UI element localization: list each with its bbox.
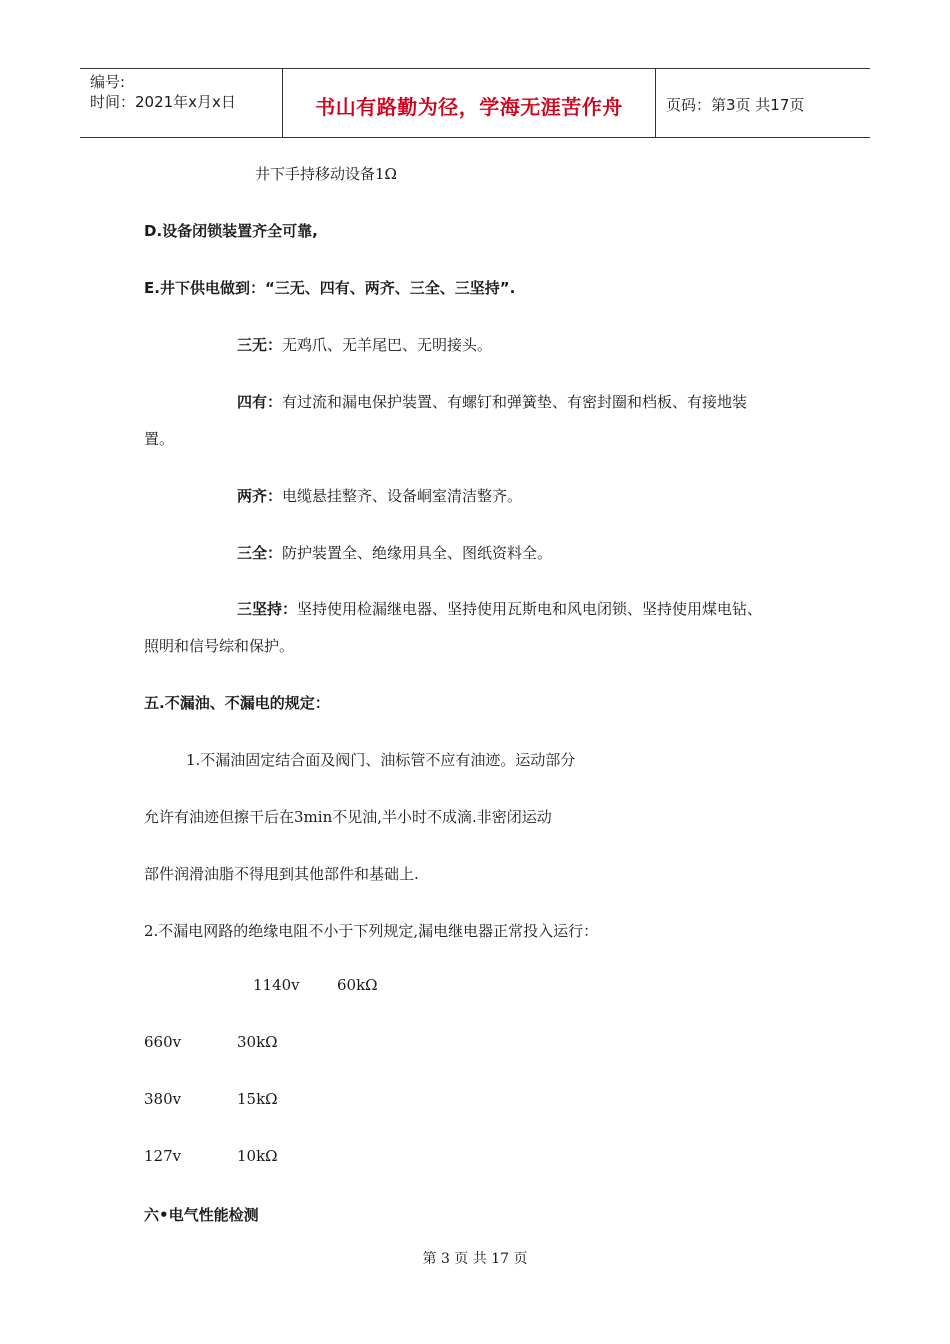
header-meta-cell (80, 69, 283, 137)
siyou-label: 四有： (237, 393, 283, 411)
header-page-info: 页码：第3页 共17页 (666, 96, 805, 114)
sanwu-label: 三无： (237, 336, 283, 354)
paragraph-1-line-3: 部件润滑油脂不得甩到其他部件和基础上. (144, 865, 419, 883)
liangqi-text: 电缆悬挂整齐、设备峒室清洁整齐。 (282, 487, 523, 505)
resistance-15k: 15kΩ (237, 1090, 278, 1108)
sanjianchi-line (237, 598, 762, 619)
page-footer: 第 3 页 共 17 页 (422, 1251, 528, 1267)
sanquan-line (237, 542, 552, 563)
paragraph-2: 2.不漏电网路的绝缘电阻不小于下列规定,漏电继电器正常投入运行： (144, 922, 599, 940)
item-e: E.井下供电做到：“三无、四有、两齐、三全、三坚持”. (144, 279, 516, 297)
sanjianchi-continuation: 照明和信号综和保护。 (144, 637, 295, 655)
sanwu-text: 无鸡爪、无羊尾巴、无明接头。 (282, 336, 493, 354)
voltage-1140: 1140v (253, 976, 300, 994)
sanwu-line (237, 334, 492, 355)
header-motto-cell (283, 69, 656, 137)
header-page-cell (656, 69, 870, 137)
siyou-continuation: 置。 (144, 430, 175, 448)
header-table (80, 68, 870, 138)
sanjianchi-label: 三坚持： (237, 600, 298, 618)
liangqi-line (237, 485, 522, 506)
document-time-label: 时间：2021年x月x日 (90, 93, 236, 111)
paragraph-1-line-1: 1.不漏油固定结合面及阀门、油标管不应有油迹。运动部分 (186, 751, 576, 769)
resistance-60k: 60kΩ (337, 976, 378, 994)
text-line: 井下手持移动设备1Ω (255, 165, 397, 183)
voltage-127: 127v (144, 1147, 182, 1165)
item-d: D.设备闭锁装置齐全可靠, (144, 222, 318, 240)
section-6-heading: 六•电气性能检测 (144, 1206, 259, 1224)
sanjianchi-text: 坚持使用检漏继电器、坚持使用瓦斯电和风电闭锁、坚持使用煤电钻、 (297, 600, 763, 618)
section-5-heading: 五.不漏油、不漏电的规定： (144, 694, 330, 712)
sanquan-label: 三全： (237, 544, 283, 562)
voltage-660: 660v (144, 1033, 182, 1051)
resistance-30k: 30kΩ (237, 1033, 278, 1051)
header-motto: 书山有路勤为径，学海无涯苦作舟 (315, 95, 623, 119)
resistance-10k: 10kΩ (237, 1147, 278, 1165)
liangqi-label: 两齐： (237, 487, 283, 505)
voltage-380: 380v (144, 1090, 182, 1108)
sanquan-text: 防护装置全、绝缘用具全、图纸资料全。 (282, 544, 553, 562)
siyou-text: 有过流和漏电保护装置、有螺钉和弹簧垫、有密封圈和档板、有接地装 (282, 393, 748, 411)
paragraph-1-line-2: 允许有油迹但擦干后在3min不见油,半小时不成滴.非密闭运动 (144, 808, 552, 826)
siyou-line (237, 391, 747, 412)
document-number-label: 编号: (90, 73, 126, 91)
